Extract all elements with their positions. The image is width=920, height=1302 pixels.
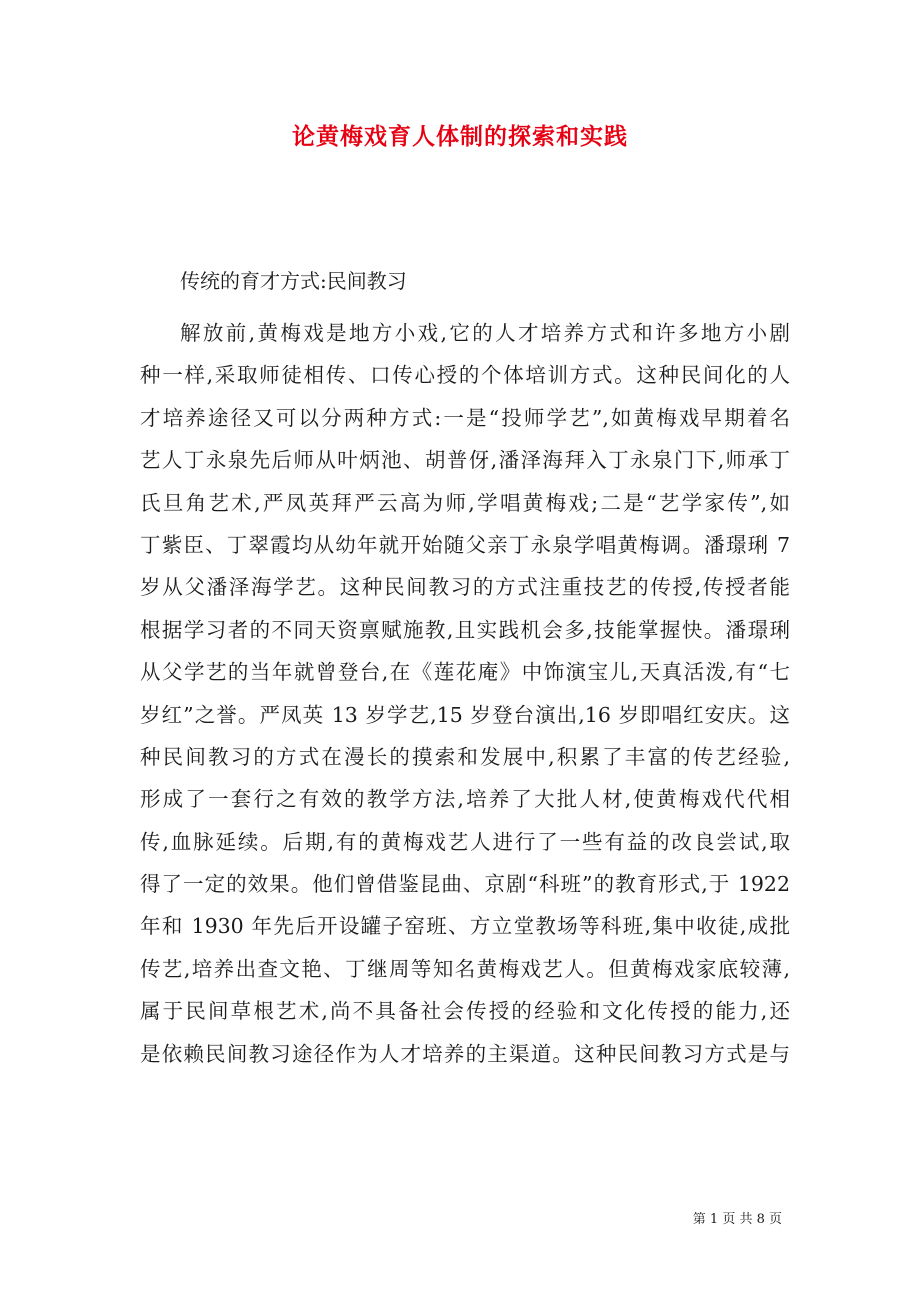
text-line: 年和 1930 年先后开设罐子窑班、方立堂教场等科班,集中收徒,成批 — [140, 914, 790, 939]
text-line: 岁从父潘泽海学艺。这种民间教习的方式注重技艺的传授,传授者能 — [140, 575, 790, 600]
section-heading: 传统的育才方式:民间教习 — [180, 269, 407, 293]
text-line: 解放前,黄梅戏是地方小戏,它的人才培养方式和许多地方小剧 — [180, 321, 790, 345]
text-line: 氏旦角艺术,严凤英拜严云高为师,学唱黄梅戏;二是“艺学家传”,如 — [140, 490, 790, 515]
text-line: 从父学艺的当年就曾登台,在《莲花庵》中饰演宝儿,天真活泼,有“七 — [140, 660, 790, 685]
text-line: 是依赖民间教习途径作为人才培养的主渠道。这种民间教习方式是与 — [140, 1041, 790, 1066]
text-line: 传,血脉延续。后期,有的黄梅戏艺人进行了一些有益的改良尝试,取 — [140, 829, 790, 854]
text-line: 才培养途径又可以分两种方式:一是“投师学艺”,如黄梅戏早期着名 — [140, 405, 790, 430]
text-line: 种民间教习的方式在漫长的摸索和发展中,积累了丰富的传艺经验, — [140, 744, 790, 769]
text-line: 根据学习者的不同天资禀赋施教,且实践机会多,技能掌握快。潘璟琍 — [140, 617, 790, 642]
page-number: 第 1 页 共 8 页 — [692, 1212, 782, 1227]
text-line: 得了一定的效果。他们曾借鉴昆曲、京剧“科班”的教育形式,于 1922 — [140, 872, 790, 897]
text-line: 种一样,采取师徒相传、口传心授的个体培训方式。这种民间化的人 — [140, 363, 790, 388]
text-line: 形成了一套行之有效的教学方法,培养了大批人材,使黄梅戏代代相 — [140, 787, 790, 812]
text-line: 丁紫臣、丁翠霞均从幼年就开始随父亲丁永泉学唱黄梅调。潘璟琍 7 — [140, 532, 790, 557]
document-title: 论黄梅戏育人体制的探索和实践 — [292, 123, 628, 150]
text-line: 岁红”之誉。严凤英 13 岁学艺,15 岁登台演出,16 岁即唱红安庆。这 — [140, 702, 790, 727]
text-line: 艺人丁永泉先后师从叶炳池、胡普伢,潘泽海拜入丁永泉门下,师承丁 — [140, 448, 790, 473]
text-line: 传艺,培养出查文艳、丁继周等知名黄梅戏艺人。但黄梅戏家底较薄, — [140, 956, 790, 981]
body-text — [140, 312, 790, 1075]
text-line: 属于民间草根艺术,尚不具备社会传授的经验和文化传授的能力,还 — [140, 999, 790, 1024]
